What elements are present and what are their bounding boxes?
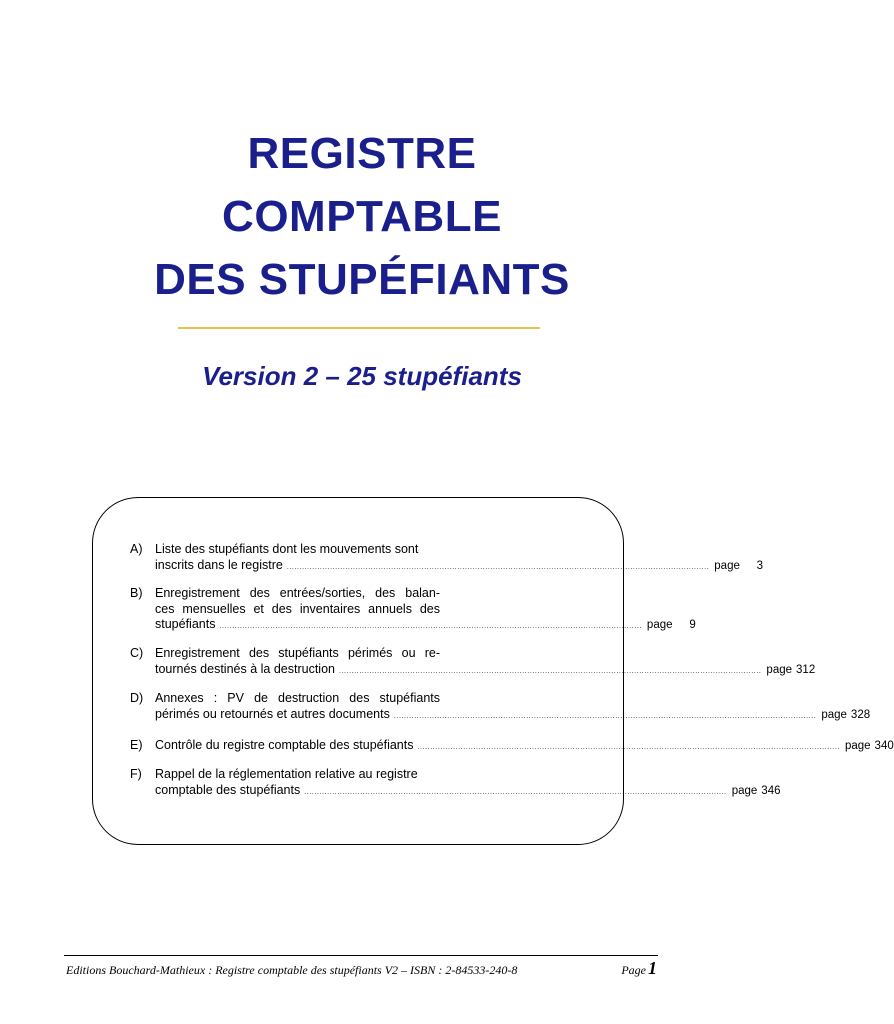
toc-entry-letter: D) bbox=[130, 691, 144, 705]
toc-entry-page bbox=[821, 708, 870, 724]
toc-leader-dots: ...................................................................................................................................................................... bbox=[393, 712, 817, 720]
toc-page-number: 9 bbox=[689, 619, 696, 631]
title-line-3: DES STUPÉFIANTS bbox=[154, 255, 570, 304]
toc-entry-letter: E) bbox=[130, 738, 143, 752]
toc-entry-last-line: stupéfiants bbox=[155, 617, 216, 631]
toc-entry-page bbox=[732, 784, 781, 800]
toc-entry-line: Annexes : PV de destruction des stupéfiants bbox=[155, 691, 440, 705]
toc-page-label: page bbox=[731, 784, 758, 797]
toc-page-label: page bbox=[646, 619, 673, 631]
toc-entry-last-line: tournés destinés à la destruction bbox=[155, 661, 335, 676]
footer-page-label: Page bbox=[621, 963, 646, 977]
toc-entry-letter: B) bbox=[130, 586, 143, 600]
title-line-2: COMPTABLE bbox=[222, 192, 502, 241]
toc-entry-line: ces mensuelles et des inventaires annuels des bbox=[155, 601, 440, 616]
toc-page-number: 346 bbox=[761, 784, 781, 797]
toc-page-number: 3 bbox=[756, 559, 764, 572]
toc-leader-dots: ...................................................................................................................................................................... bbox=[417, 744, 840, 751]
toc-entry-letter: F) bbox=[130, 767, 142, 781]
toc-page-label: page bbox=[821, 708, 847, 721]
toc-entry-last-line: inscrits dans le registre bbox=[155, 557, 283, 572]
toc-entry-letter: C) bbox=[130, 646, 144, 660]
toc-entry-page bbox=[647, 618, 696, 634]
toc-leader-dots: ...................................................................................................................................................................... bbox=[219, 623, 642, 630]
toc-page-number: 328 bbox=[850, 708, 871, 721]
toc-leader-dots: ...................................................................................................................................................................... bbox=[304, 788, 727, 796]
toc-entry-last-line: Contrôle du registre comptable des stupéfiants bbox=[155, 738, 414, 752]
toc-entry-last-line: périmés ou retournés et autres documents bbox=[155, 706, 390, 721]
toc-entry-page bbox=[845, 739, 894, 755]
toc-entry-line: Rappel de la réglementation relative au registre bbox=[155, 767, 418, 781]
toc-entry-line: Enregistrement des entrées/sorties, des balan- bbox=[155, 586, 440, 600]
toc-entry-letter: A) bbox=[130, 542, 143, 556]
toc-entry-page bbox=[714, 559, 763, 575]
toc-page-label: page bbox=[844, 740, 871, 752]
toc-entry-line: Enregistrement des stupéfiants périmés ou re- bbox=[155, 646, 440, 660]
footer-page-indicator bbox=[621, 958, 657, 980]
toc-leader-dots: ...................................................................................................................................................................... bbox=[286, 563, 710, 571]
title-divider bbox=[178, 327, 540, 329]
toc-leader-dots: ...................................................................................................................................................................... bbox=[338, 667, 762, 675]
toc-page-label: page bbox=[766, 663, 793, 676]
toc-entry-line: Liste des stupéfiants dont les mouvements sont bbox=[155, 542, 419, 556]
footer-publisher-text: Editions Bouchard-Mathieux : Registre comptable des stupéfiants V2 – ISBN : 2-84533-240-8 bbox=[66, 963, 518, 977]
toc-page-label: page bbox=[714, 559, 740, 572]
footer-divider bbox=[64, 955, 658, 956]
toc-entry-page bbox=[766, 663, 815, 679]
document-subtitle: Version 2 – 25 stupéfiants bbox=[202, 361, 522, 391]
title-line-1: REGISTRE bbox=[247, 129, 477, 178]
footer-page-number: 1 bbox=[648, 958, 657, 978]
toc-page-number: 340 bbox=[874, 740, 894, 752]
document-title bbox=[0, 122, 724, 311]
toc-entry-last-line: comptable des stupéfiants bbox=[155, 782, 301, 797]
toc-page-number: 312 bbox=[796, 663, 816, 676]
